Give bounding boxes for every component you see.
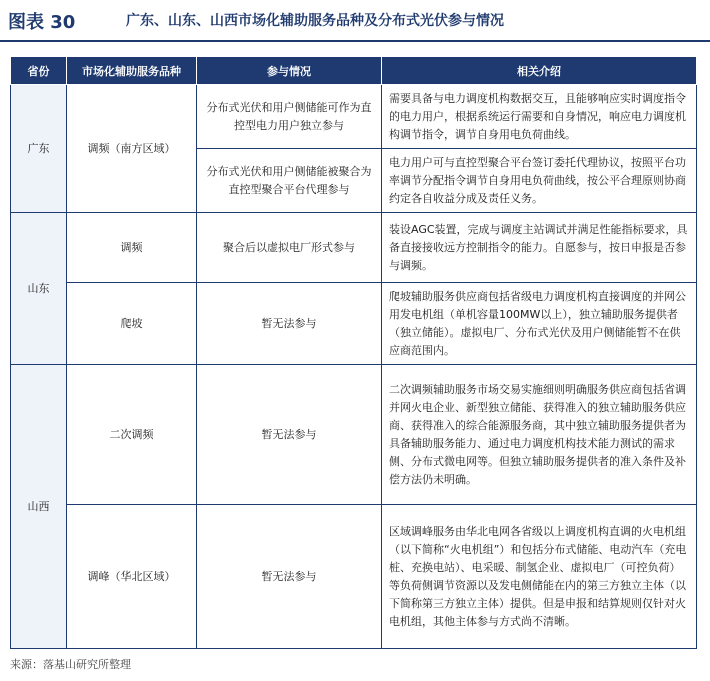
table-row: [11, 505, 697, 649]
participation-cell: 聚合后以虚拟电厂形式参与: [197, 213, 382, 283]
figure-title: 广东、山东、山西市场化辅助服务品种及分布式光伏参与情况: [126, 13, 504, 29]
participation-cell: 分布式光伏和用户侧储能可作为直控型电力用户独立参与: [197, 85, 382, 149]
table-row: [11, 85, 697, 149]
service-cell: 二次调频: [67, 365, 197, 505]
figure-header: [0, 0, 710, 44]
table-row: [11, 365, 697, 505]
description-cell: 爬坡辅助服务供应商包括省级电力调度机构直接调度的并网公用发电机组（单机容量100MW以上），独立辅助服务提供者（独立储能）。虚拟电厂、分布式光伏及用户侧储能暂不在供应商范围内。: [382, 283, 697, 365]
participation-cell: 暂无法参与: [197, 283, 382, 365]
province-shandong: 山东: [11, 213, 67, 365]
table-row: [11, 213, 697, 283]
service-cell: 调频: [67, 213, 197, 283]
description-cell: 装设AGC装置，完成与调度主站调试并满足性能指标要求，具备直接接收远方控制指令的能力。自愿参与，按日申报是否参与调频。: [382, 213, 697, 283]
source-note: 来源：落基山研究所整理: [10, 658, 131, 671]
service-cell: 调峰（华北区域）: [67, 505, 197, 649]
service-cell: 调频（南方区域）: [67, 85, 197, 213]
participation-cell: 暂无法参与: [197, 505, 382, 649]
table-row: [11, 283, 697, 365]
province-guangdong: 广东: [11, 85, 67, 213]
description-cell: 需要具备与电力调度机构数据交互，且能够响应实时调度指令的电力用户，根据系统运行需要和自身情况，响应电力调度机构调节指令，调节自身用电负荷曲线。: [382, 85, 697, 149]
table-header-row: [11, 57, 697, 85]
service-cell: 爬坡: [67, 283, 197, 365]
participation-cell: 暂无法参与: [197, 365, 382, 505]
header-description: 相关介绍: [382, 57, 697, 85]
header-province: 省份: [11, 57, 67, 85]
province-shanxi: 山西: [11, 365, 67, 649]
header-divider: [0, 40, 710, 42]
ancillary-services-table: [10, 56, 697, 649]
header-service: 市场化辅助服务品种: [67, 57, 197, 85]
figure-label: 图表 30: [8, 12, 76, 33]
header-participation: 参与情况: [197, 57, 382, 85]
participation-cell: 分布式光伏和用户侧储能被聚合为直控型聚合平台代理参与: [197, 149, 382, 213]
description-cell: 二次调频辅助服务市场交易实施细则明确服务供应商包括省调并网火电企业、新型独立储能、获得准入的独立辅助服务供应商、获得准入的综合能源服务商，其中独立辅助服务提供者为具备辅助服务能力、通过电力调度机构技术能力测试的需求侧、分布式微电网等。但独立辅助服务提供者的准入条件及补偿方法仍未明确。: [382, 365, 697, 505]
description-cell: 电力用户可与直控型聚合平台签订委托代理协议，按照平台功率调节分配指令调节自身用电负荷曲线，按公平合理原则协商约定各自收益分成及责任义务。: [382, 149, 697, 213]
description-cell: 区域调峰服务由华北电网各省级以上调度机构直调的火电机组（以下简称“火电机组”）和包括分布式储能、电动汽车（充电桩、充换电站）、电采暖、制氢企业、虚拟电厂（可控负荷）等负荷侧调节资源以及发电侧储能在内的第三方独立主体（以下简称第三方独立主体）提供。但是申报和结算规则仅针对火电机组，其他主体参与方式尚不清晰。: [382, 505, 697, 649]
